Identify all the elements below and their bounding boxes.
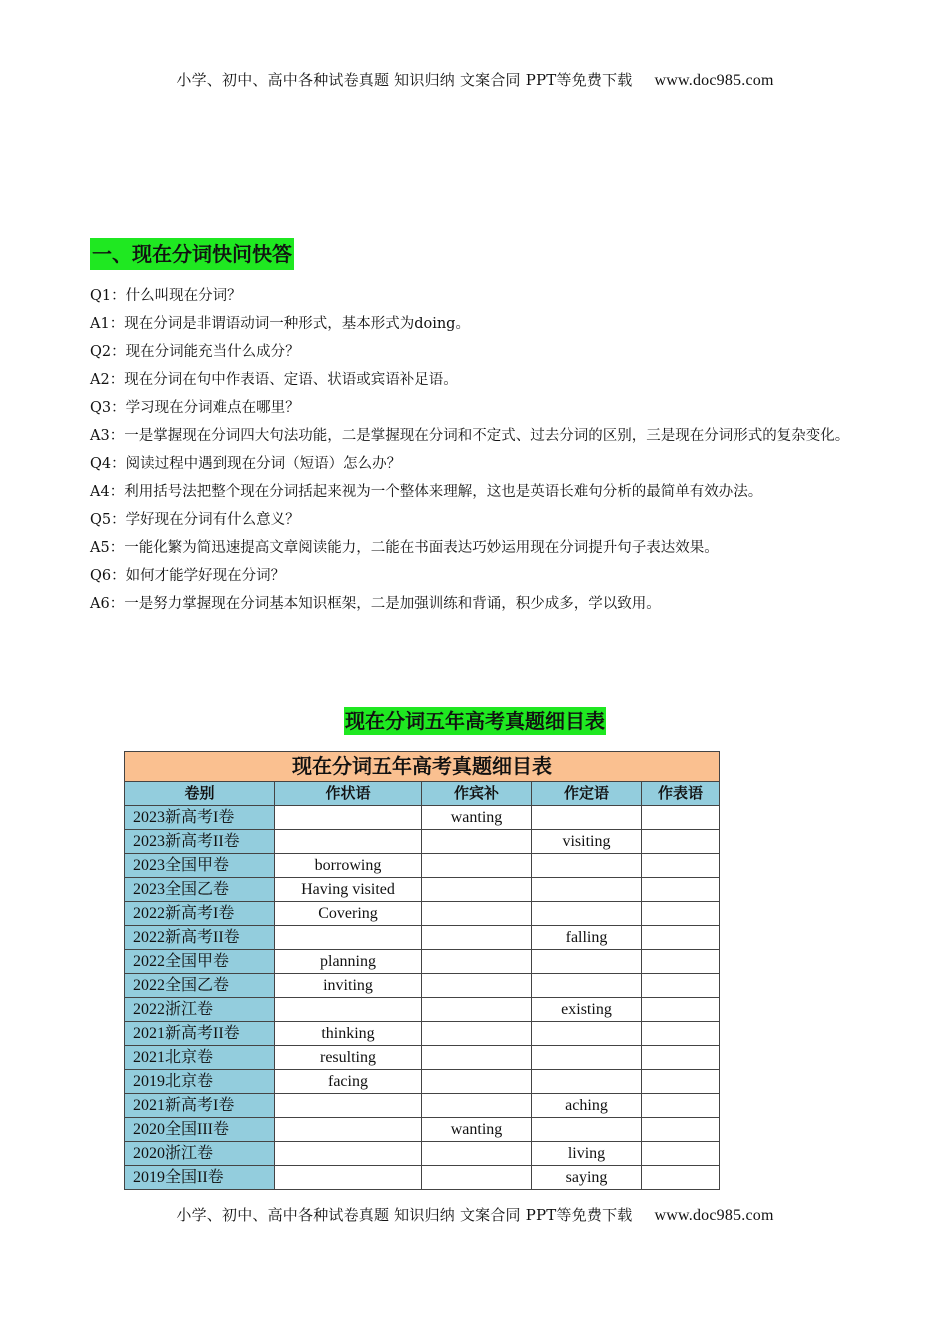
header-url[interactable]: www.doc985.com <box>654 72 774 89</box>
exam-table <box>124 751 720 1190</box>
usage-cell <box>642 974 720 998</box>
qa-line: Q1：什么叫现在分词？ <box>90 288 242 304</box>
usage-cell <box>532 1022 642 1046</box>
table-row <box>125 1142 720 1166</box>
usage-cell <box>642 1166 720 1190</box>
usage-cell <box>275 1118 422 1142</box>
table-row <box>125 998 720 1022</box>
usage-cell: aching <box>532 1094 642 1118</box>
usage-cell: Covering <box>275 902 422 926</box>
usage-cell: existing <box>532 998 642 1022</box>
table-row <box>125 1118 720 1142</box>
usage-cell <box>275 830 422 854</box>
usage-cell <box>642 830 720 854</box>
table-row <box>125 1166 720 1190</box>
usage-cell <box>642 1094 720 1118</box>
qa-line: Q2：现在分词能充当什么成分？ <box>90 344 300 360</box>
column-header: 卷别 <box>125 782 275 806</box>
usage-cell <box>642 1142 720 1166</box>
usage-cell <box>275 806 422 830</box>
usage-cell <box>642 950 720 974</box>
usage-cell: Having visited <box>275 878 422 902</box>
qa-list <box>90 282 865 618</box>
section-title: 一、现在分词快问快答 <box>90 238 294 270</box>
usage-cell <box>532 1118 642 1142</box>
table-title: 现在分词五年高考真题细目表 <box>125 752 720 782</box>
usage-cell: facing <box>275 1070 422 1094</box>
usage-cell <box>642 1070 720 1094</box>
qa-line: A2：现在分词在句中作表语、定语、状语或宾语补足语。 <box>90 372 458 388</box>
paper-name-cell: 2022新高考II卷 <box>125 926 275 950</box>
paper-name-cell: 2023新高考I卷 <box>125 806 275 830</box>
usage-cell <box>422 1094 532 1118</box>
paper-name-cell: 2020浙江卷 <box>125 1142 275 1166</box>
usage-cell <box>532 974 642 998</box>
usage-cell: wanting <box>422 806 532 830</box>
usage-cell <box>275 1166 422 1190</box>
usage-cell <box>532 878 642 902</box>
usage-cell <box>422 1166 532 1190</box>
footer-text: 小学、初中、高中各种试卷真题 知识归纳 文案合同 PPT等免费下载 <box>176 1206 633 1224</box>
usage-cell <box>642 926 720 950</box>
column-header: 作状语 <box>275 782 422 806</box>
qa-line: Q3：学习现在分词难点在哪里？ <box>90 400 300 416</box>
usage-cell <box>422 926 532 950</box>
qa-line: A1：现在分词是非谓语动词一种形式，基本形式为doing。 <box>90 316 470 332</box>
table-row <box>125 1046 720 1070</box>
table-row <box>125 830 720 854</box>
qa-line: A3：一是掌握现在分词四大句法功能，二是掌握现在分词和不定式、过去分词的区别，三是现在分词形式的复杂变化。 <box>90 428 850 444</box>
usage-cell <box>642 806 720 830</box>
header-text: 小学、初中、高中各种试卷真题 知识归纳 文案合同 PPT等免费下载 <box>176 71 633 89</box>
paper-name-cell: 2023全国乙卷 <box>125 878 275 902</box>
usage-cell <box>532 806 642 830</box>
usage-cell: falling <box>532 926 642 950</box>
usage-cell: wanting <box>422 1118 532 1142</box>
table-caption-text: 现在分词五年高考真题细目表 <box>345 709 605 733</box>
usage-cell <box>642 1118 720 1142</box>
table-body <box>125 806 720 1190</box>
usage-cell <box>532 854 642 878</box>
paper-name-cell: 2023新高考II卷 <box>125 830 275 854</box>
table-row <box>125 854 720 878</box>
usage-cell <box>642 902 720 926</box>
table-row <box>125 950 720 974</box>
paper-name-cell: 2020全国III卷 <box>125 1118 275 1142</box>
table-row <box>125 1022 720 1046</box>
usage-cell <box>422 998 532 1022</box>
usage-cell <box>532 1070 642 1094</box>
table-header-row <box>125 782 720 806</box>
usage-cell <box>642 1046 720 1070</box>
usage-cell <box>422 878 532 902</box>
usage-cell <box>642 998 720 1022</box>
usage-cell <box>275 1142 422 1166</box>
qa-line: Q4：阅读过程中遇到现在分词（短语）怎么办？ <box>90 456 402 472</box>
usage-cell <box>642 854 720 878</box>
usage-cell: inviting <box>275 974 422 998</box>
table-row <box>125 902 720 926</box>
table-row <box>125 926 720 950</box>
table-row <box>125 1094 720 1118</box>
page-header <box>0 69 950 90</box>
table-row <box>125 1070 720 1094</box>
usage-cell <box>422 1022 532 1046</box>
table-row <box>125 974 720 998</box>
usage-cell: visiting <box>532 830 642 854</box>
paper-name-cell: 2022新高考I卷 <box>125 902 275 926</box>
paper-name-cell: 2022全国甲卷 <box>125 950 275 974</box>
usage-cell <box>422 1142 532 1166</box>
usage-cell <box>422 902 532 926</box>
table-caption <box>0 707 950 735</box>
usage-cell <box>422 1046 532 1070</box>
usage-cell: thinking <box>275 1022 422 1046</box>
paper-name-cell: 2021新高考I卷 <box>125 1094 275 1118</box>
usage-cell <box>532 950 642 974</box>
usage-cell <box>422 1070 532 1094</box>
usage-cell: resulting <box>275 1046 422 1070</box>
paper-name-cell: 2022全国乙卷 <box>125 974 275 998</box>
paper-name-cell: 2021新高考II卷 <box>125 1022 275 1046</box>
usage-cell <box>642 878 720 902</box>
usage-cell <box>532 1046 642 1070</box>
usage-cell <box>422 950 532 974</box>
qa-line: Q5：学好现在分词有什么意义？ <box>90 512 300 528</box>
usage-cell <box>275 1094 422 1118</box>
usage-cell: borrowing <box>275 854 422 878</box>
qa-line: Q6：如何才能学好现在分词？ <box>90 568 286 584</box>
page-footer <box>0 1204 950 1225</box>
usage-cell <box>275 926 422 950</box>
column-header: 作表语 <box>642 782 720 806</box>
footer-url[interactable]: www.doc985.com <box>654 1207 774 1224</box>
paper-name-cell: 2019北京卷 <box>125 1070 275 1094</box>
column-header: 作定语 <box>532 782 642 806</box>
usage-cell <box>532 902 642 926</box>
qa-line: A5：一能化繁为简迅速提高文章阅读能力，二能在书面表达巧妙运用现在分词提升句子表达效果。 <box>90 540 719 556</box>
usage-cell <box>422 830 532 854</box>
qa-line: A4：利用括号法把整个现在分词括起来视为一个整体来理解，这也是英语长难句分析的最简单有效办法。 <box>90 484 763 500</box>
paper-name-cell: 2021北京卷 <box>125 1046 275 1070</box>
paper-name-cell: 2023全国甲卷 <box>125 854 275 878</box>
usage-cell: saying <box>532 1166 642 1190</box>
paper-name-cell: 2022浙江卷 <box>125 998 275 1022</box>
usage-cell <box>275 998 422 1022</box>
table-row <box>125 806 720 830</box>
table-row <box>125 878 720 902</box>
usage-cell: living <box>532 1142 642 1166</box>
usage-cell <box>422 854 532 878</box>
usage-cell: planning <box>275 950 422 974</box>
usage-cell <box>422 974 532 998</box>
paper-name-cell: 2019全国II卷 <box>125 1166 275 1190</box>
column-header: 作宾补 <box>422 782 532 806</box>
qa-line: A6：一是努力掌握现在分词基本知识框架，二是加强训练和背诵，积少成多，学以致用。 <box>90 596 661 612</box>
usage-cell <box>642 1022 720 1046</box>
